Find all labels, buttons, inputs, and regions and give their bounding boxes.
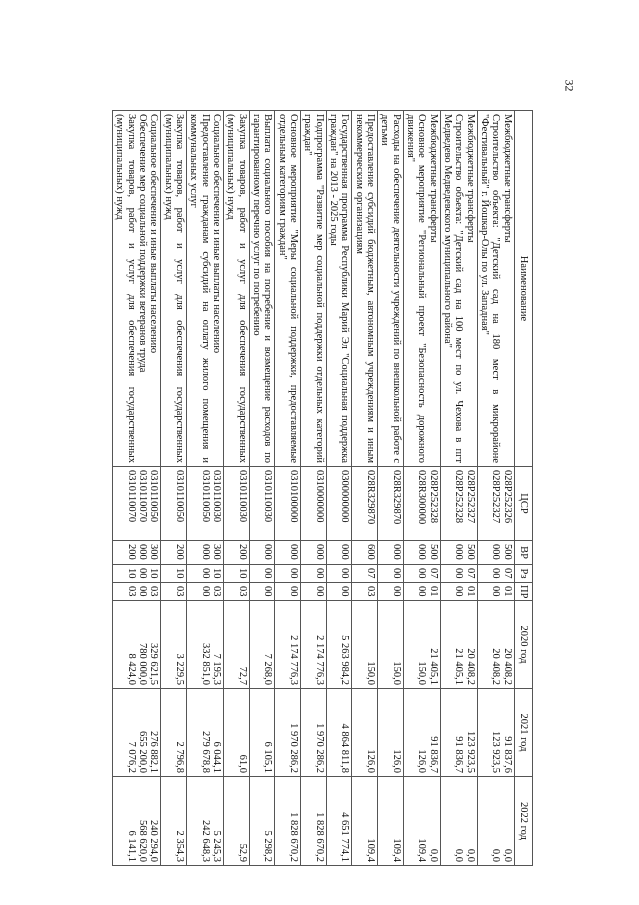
cell-pr-line: 00 <box>490 586 502 597</box>
cell-2022 <box>275 777 301 866</box>
cell-rz-line: 00 <box>453 568 465 579</box>
cell-pr-line: 01 <box>501 586 513 597</box>
cell-csr <box>477 467 514 541</box>
cell-pr <box>378 583 404 601</box>
cell-rz-line: 00 <box>390 568 402 579</box>
cell-2021-line: 91 837,6 <box>501 736 513 773</box>
cell-2021 <box>352 689 378 777</box>
cell-name <box>187 111 224 467</box>
cell-csr-line: 0310110030 <box>236 470 248 523</box>
cell-rz-line: 00 <box>262 568 274 579</box>
table-row <box>378 111 404 866</box>
cell-name <box>326 111 352 467</box>
cell-rz-line: 10 <box>125 568 137 579</box>
cell-name <box>440 111 477 467</box>
cell-2022-line: 6 141,1 <box>125 830 137 862</box>
cell-rz-line: 10 <box>211 568 223 579</box>
cell-2020-line: 329 621,5 <box>148 643 160 685</box>
cell-2020 <box>477 601 514 689</box>
cell-rz <box>249 565 275 583</box>
cell-2022 <box>326 777 352 866</box>
table-row <box>224 111 250 866</box>
cell-vr-line: 000 <box>490 544 502 560</box>
table-body <box>113 111 515 866</box>
cell-vr-line: 200 <box>236 544 248 560</box>
cell-csr-line: 0310110050 <box>174 470 186 523</box>
cell-pr-line: 03 <box>174 586 186 597</box>
cell-name-line: Межбюджетные трансферты <box>427 114 439 243</box>
cell-2022-line: 5 298,2 <box>262 830 274 862</box>
cell-vr <box>440 541 477 565</box>
cell-rz-line: 00 <box>199 568 211 579</box>
cell-rz <box>224 565 250 583</box>
cell-pr <box>440 583 477 601</box>
cell-vr <box>378 541 404 565</box>
cell-csr-line: 0310110050 <box>199 470 211 523</box>
cell-vr <box>326 541 352 565</box>
cell-2020-line: 21 405,1 <box>453 648 465 685</box>
cell-rz-line: 00 <box>288 568 300 579</box>
cell-pr <box>403 583 440 601</box>
cell-2022-line: 109,4 <box>365 838 377 862</box>
cell-2020-line: 2 174 776,3 <box>288 635 300 685</box>
cell-2021 <box>301 689 327 777</box>
cell-name-line: Закупка товаров, работ и услуг для обеспечения государственных (муниципальных) нужд <box>225 114 248 463</box>
cell-2021 <box>224 689 250 777</box>
header-2021: 2021 год <box>514 689 532 777</box>
cell-name <box>352 111 378 467</box>
cell-2021-line: 126,0 <box>416 749 428 773</box>
cell-pr <box>477 583 514 601</box>
table-row <box>326 111 352 866</box>
cell-2022 <box>440 777 477 866</box>
cell-csr-line: 0310110030 <box>262 470 274 523</box>
cell-2020 <box>224 601 250 689</box>
cell-pr-line: 03 <box>211 586 223 597</box>
cell-vr-line: 000 <box>288 544 300 560</box>
cell-rz-line: 10 <box>148 568 160 579</box>
cell-csr-line: 028P252327 <box>464 470 476 524</box>
cell-pr-line: 00 <box>339 586 351 597</box>
cell-name <box>113 111 161 467</box>
cell-2020 <box>113 601 161 689</box>
cell-2022 <box>113 777 161 866</box>
cell-csr-line: 0310100000 <box>288 470 300 523</box>
cell-pr-line: 00 <box>453 586 465 597</box>
cell-pr-line: 00 <box>137 586 149 597</box>
cell-rz <box>378 565 404 583</box>
cell-pr <box>352 583 378 601</box>
cell-pr <box>249 583 275 601</box>
cell-2021-line: 61,0 <box>236 754 248 773</box>
cell-rz-line: 10 <box>236 568 248 579</box>
cell-rz <box>352 565 378 583</box>
cell-pr <box>161 583 187 601</box>
cell-csr-line: 0310110070 <box>137 470 149 523</box>
header-rz: Рз <box>514 565 532 583</box>
cell-csr-line: 0310110050 <box>148 470 160 523</box>
cell-2021 <box>403 689 440 777</box>
cell-csr-line: 028P252327 <box>490 470 502 524</box>
cell-name-line: Государственная программа Республики Марий Эл "Социальная поддержка граждан" на 2013 - 2025 годы <box>328 114 351 463</box>
cell-pr-line: 03 <box>148 586 160 597</box>
cell-2022-line: 109,4 <box>390 838 402 862</box>
header-2022: 2022 год <box>514 777 532 866</box>
cell-vr-line: 000 <box>262 544 274 560</box>
cell-2020-line: 332 851,0 <box>199 643 211 685</box>
cell-2020-line: 20 408,2 <box>490 648 502 685</box>
table-row <box>161 111 187 866</box>
cell-vr <box>403 541 440 565</box>
cell-2020 <box>275 601 301 689</box>
cell-2022-line: 1 828 670,2 <box>313 812 325 862</box>
cell-vr-line: 000 <box>199 544 211 560</box>
cell-csr <box>113 467 161 541</box>
cell-2021 <box>440 689 477 777</box>
table-row <box>477 111 514 866</box>
cell-2020-line: 3 229,5 <box>174 653 186 685</box>
cell-pr <box>275 583 301 601</box>
cell-csr-line: 0300000000 <box>339 470 351 523</box>
cell-csr-line: 028P252328 <box>453 470 465 524</box>
table-row <box>403 111 440 866</box>
cell-name <box>249 111 275 467</box>
cell-rz <box>403 565 440 583</box>
cell-vr-line: 000 <box>339 544 351 560</box>
cell-name-line: Подпрограмма "Развитие мер социальной поддержки отдельных категорий граждан" <box>302 114 325 463</box>
cell-pr-line: 00 <box>262 586 274 597</box>
cell-name-line: Межбюджетные трансферты <box>501 114 513 243</box>
cell-name-line: Основное мероприятие "Меры социальной поддержки, предоставляемые отдельным категориям граждан" <box>276 114 300 463</box>
cell-csr <box>249 467 275 541</box>
cell-name <box>275 111 301 467</box>
cell-pr-line: 00 <box>390 586 402 597</box>
cell-vr-line: 000 <box>453 544 465 560</box>
cell-2021-line: 123 923,5 <box>490 731 502 773</box>
cell-vr-line: 200 <box>174 544 186 560</box>
cell-2022-line: 1 828 670,2 <box>288 812 300 862</box>
cell-2022-line: 242 648,3 <box>199 820 211 862</box>
cell-2020-line: 20 408,2 <box>464 648 476 685</box>
cell-2022-line: 2 354,3 <box>174 830 186 862</box>
cell-name <box>161 111 187 467</box>
cell-2022-line: 4 651 774,1 <box>339 812 351 862</box>
cell-rz <box>187 565 224 583</box>
cell-vr-line: 000 <box>390 544 402 560</box>
cell-2020-line: 150,0 <box>365 661 377 685</box>
cell-name <box>301 111 327 467</box>
cell-2021-line: 279 678,8 <box>199 731 211 773</box>
header-name: Наименование <box>514 111 532 467</box>
cell-rz <box>113 565 161 583</box>
cell-vr-line: 500 <box>501 544 513 560</box>
cell-2022 <box>477 777 514 866</box>
cell-2021-line: 4 864 811,8 <box>339 723 351 773</box>
cell-pr <box>224 583 250 601</box>
cell-2021-line: 276 882,1 <box>148 731 160 773</box>
cell-2021 <box>161 689 187 777</box>
cell-rz-line: 07 <box>427 568 439 579</box>
cell-name-line: Основное мероприятие "Региональный проект "Безопасность дорожного движения" <box>405 114 428 463</box>
cell-vr <box>249 541 275 565</box>
cell-name-line: Предоставление субсидий бюджетным, автономным учреждениям и иным некоммерческим организациям <box>353 114 377 463</box>
cell-2021 <box>326 689 352 777</box>
cell-2021 <box>275 689 301 777</box>
cell-2021-line: 6 044,1 <box>211 741 223 773</box>
cell-2022-line: 109,4 <box>416 838 428 862</box>
cell-csr-line: 028R329870 <box>365 470 377 525</box>
cell-2020 <box>161 601 187 689</box>
cell-pr-line: 00 <box>199 586 211 597</box>
cell-csr <box>301 467 327 541</box>
page-number: 32 <box>562 79 577 92</box>
cell-rz-line: 00 <box>490 568 502 579</box>
cell-2022-line: 5 245,3 <box>211 830 223 862</box>
cell-vr <box>161 541 187 565</box>
cell-2020 <box>403 601 440 689</box>
cell-2021-line: 91 836,7 <box>427 736 439 773</box>
cell-csr <box>352 467 378 541</box>
cell-csr-line: 0310110070 <box>125 470 137 523</box>
cell-2020 <box>301 601 327 689</box>
table-row <box>301 111 327 866</box>
cell-pr-line: 01 <box>427 586 439 597</box>
cell-name <box>403 111 440 467</box>
cell-2020-line: 150,0 <box>390 661 402 685</box>
cell-2020-line: 5 263 984,2 <box>339 635 351 685</box>
table-row <box>352 111 378 866</box>
cell-csr-line: 0310110030 <box>211 470 223 523</box>
cell-pr-line: 03 <box>365 586 377 597</box>
cell-2020-line: 7 195,3 <box>211 653 223 685</box>
cell-2020-line: 7 268,0 <box>262 653 274 685</box>
cell-rz <box>440 565 477 583</box>
cell-csr <box>378 467 404 541</box>
cell-rz <box>477 565 514 583</box>
table-row <box>275 111 301 866</box>
cell-2022-line: 0,0 <box>464 848 476 862</box>
cell-csr <box>187 467 224 541</box>
cell-2021-line: 91 836,7 <box>453 736 465 773</box>
cell-vr <box>477 541 514 565</box>
cell-2020-line: 72,7 <box>236 666 248 685</box>
cell-vr-line: 000 <box>137 544 149 560</box>
cell-name-line: Расходы на обеспечение деятельности учреждений по внешкольной работе с детьми <box>379 114 402 463</box>
cell-2021-line: 2 796,8 <box>174 741 186 773</box>
cell-pr <box>301 583 327 601</box>
rotated-table-wrapper <box>83 110 533 865</box>
cell-csr-line: 028R300000 <box>416 470 428 525</box>
cell-2021 <box>477 689 514 777</box>
cell-pr <box>113 583 161 601</box>
cell-vr-line: 200 <box>125 544 137 560</box>
cell-rz-line: 07 <box>365 568 377 579</box>
cell-2020-line: 2 174 776,3 <box>313 635 325 685</box>
cell-pr-line: 00 <box>416 586 428 597</box>
cell-2022 <box>224 777 250 866</box>
cell-2022 <box>187 777 224 866</box>
cell-name-line: Социальное обеспечение и иные выплаты населению <box>148 114 160 354</box>
cell-2020 <box>249 601 275 689</box>
table-row <box>113 111 161 866</box>
cell-pr-line: 03 <box>125 586 137 597</box>
cell-2020 <box>440 601 477 689</box>
cell-name-line: Социальное обеспечение и иные выплаты населению <box>211 114 223 354</box>
cell-2021-line: 1 970 286,2 <box>313 723 325 773</box>
cell-vr-line: 300 <box>148 544 160 560</box>
cell-2022 <box>352 777 378 866</box>
cell-pr <box>326 583 352 601</box>
cell-name-line: Закупка товаров, работ и услуг для обеспечения государственных (муниципальных) нужд <box>162 114 186 463</box>
cell-rz <box>301 565 327 583</box>
cell-2021-line: 123 923,5 <box>464 731 476 773</box>
cell-name-line: Строительство объекта: "Детский сад на 100 мест по ул. Чехова в пгт Медведево Медведевского муниципального района" <box>442 114 465 463</box>
cell-2021-line: 126,0 <box>365 749 377 773</box>
cell-vr-line: 600 <box>365 544 377 560</box>
cell-rz-line: 00 <box>339 568 351 579</box>
header-pr: ПР <box>514 583 532 601</box>
table-row <box>249 111 275 866</box>
cell-csr <box>224 467 250 541</box>
cell-name-line: Выплата социального пособия на погребение и возмещение расходов по гарантированному перечню услуг по погребению <box>251 114 274 463</box>
cell-csr-line: 028P252326 <box>501 470 513 524</box>
cell-2020-line: 8 424,0 <box>125 653 137 685</box>
cell-vr <box>113 541 161 565</box>
cell-2021-line: 7 076,2 <box>125 741 137 773</box>
cell-2021-line: 126,0 <box>390 749 402 773</box>
cell-2020-line: 780 000,0 <box>137 643 149 685</box>
cell-pr-line: 03 <box>236 586 248 597</box>
cell-name-line: Межбюджетные трансферты <box>464 114 476 243</box>
cell-2021-line: 655 200,0 <box>137 731 149 773</box>
cell-2022-line: 0,0 <box>427 848 439 862</box>
cell-2022-line: 0,0 <box>490 848 502 862</box>
cell-2020 <box>378 601 404 689</box>
cell-name-line: Закупка товаров, работ и услуг для обеспечения государственных (муниципальных) нужд <box>114 114 137 463</box>
header-vr: ВР <box>514 541 532 565</box>
cell-name-line: Предоставление гражданам субсидий на оплату жилого помещения и коммунальных услуг <box>188 114 211 463</box>
cell-2021 <box>378 689 404 777</box>
cell-vr-line: 500 <box>464 544 476 560</box>
table-row <box>187 111 224 866</box>
cell-csr-line: 028P252328 <box>427 470 439 524</box>
cell-2022 <box>301 777 327 866</box>
cell-csr-line: 028R329870 <box>390 470 402 525</box>
cell-2021-line: 6 105,1 <box>262 741 274 773</box>
cell-rz-line: 00 <box>416 568 428 579</box>
cell-vr <box>275 541 301 565</box>
cell-vr <box>301 541 327 565</box>
cell-name <box>378 111 404 467</box>
cell-2020 <box>326 601 352 689</box>
cell-vr <box>187 541 224 565</box>
cell-pr-line: 00 <box>288 586 300 597</box>
cell-csr <box>161 467 187 541</box>
cell-2022-line: 0,0 <box>501 848 513 862</box>
cell-2022 <box>161 777 187 866</box>
cell-rz <box>326 565 352 583</box>
cell-2022-line: 240 294,0 <box>148 820 160 862</box>
cell-rz <box>275 565 301 583</box>
cell-2021 <box>187 689 224 777</box>
cell-vr <box>352 541 378 565</box>
budget-table <box>112 110 533 866</box>
cell-2021 <box>249 689 275 777</box>
cell-2020 <box>352 601 378 689</box>
cell-pr-line: 00 <box>313 586 325 597</box>
cell-2021 <box>113 689 161 777</box>
cell-name-line: Строительство объекта: "Детский сад на 180 мест в микрорайоне "Фестивальный" г. Йошкар-Олы по ул. Западная" <box>479 114 502 463</box>
cell-rz-line: 07 <box>501 568 513 579</box>
cell-2021-line: 1 970 286,2 <box>288 723 300 773</box>
cell-2022 <box>378 777 404 866</box>
cell-csr <box>440 467 477 541</box>
cell-vr <box>224 541 250 565</box>
cell-pr <box>187 583 224 601</box>
cell-rz-line: 10 <box>174 568 186 579</box>
cell-2022-line: 568 620,0 <box>137 820 149 862</box>
cell-name <box>477 111 514 467</box>
cell-rz-line: 07 <box>464 568 476 579</box>
cell-2020 <box>187 601 224 689</box>
cell-vr-line: 000 <box>313 544 325 560</box>
cell-csr <box>403 467 440 541</box>
header-csr: ЦСР <box>514 467 532 541</box>
cell-2020-line: 150,0 <box>416 661 428 685</box>
cell-vr-line: 500 <box>427 544 439 560</box>
cell-2022 <box>403 777 440 866</box>
cell-2020-line: 21 405,1 <box>427 648 439 685</box>
cell-2022-line: 52,9 <box>236 843 248 862</box>
cell-2020-line: 20 408,2 <box>501 648 513 685</box>
table-row <box>440 111 477 866</box>
cell-2022-line: 0,0 <box>453 848 465 862</box>
cell-csr <box>275 467 301 541</box>
table-header-row <box>514 111 532 866</box>
cell-pr-line: 01 <box>464 586 476 597</box>
cell-rz-line: 00 <box>137 568 149 579</box>
cell-name-line: Обеспечение мер социальной поддержки ветеранов труда <box>137 114 149 373</box>
cell-csr-line: 0310000000 <box>313 470 325 523</box>
cell-vr-line: 300 <box>211 544 223 560</box>
cell-name <box>224 111 250 467</box>
cell-2022 <box>249 777 275 866</box>
header-2020: 2020 год <box>514 601 532 689</box>
cell-rz <box>161 565 187 583</box>
cell-rz-line: 00 <box>313 568 325 579</box>
cell-vr-line: 000 <box>416 544 428 560</box>
cell-csr <box>326 467 352 541</box>
